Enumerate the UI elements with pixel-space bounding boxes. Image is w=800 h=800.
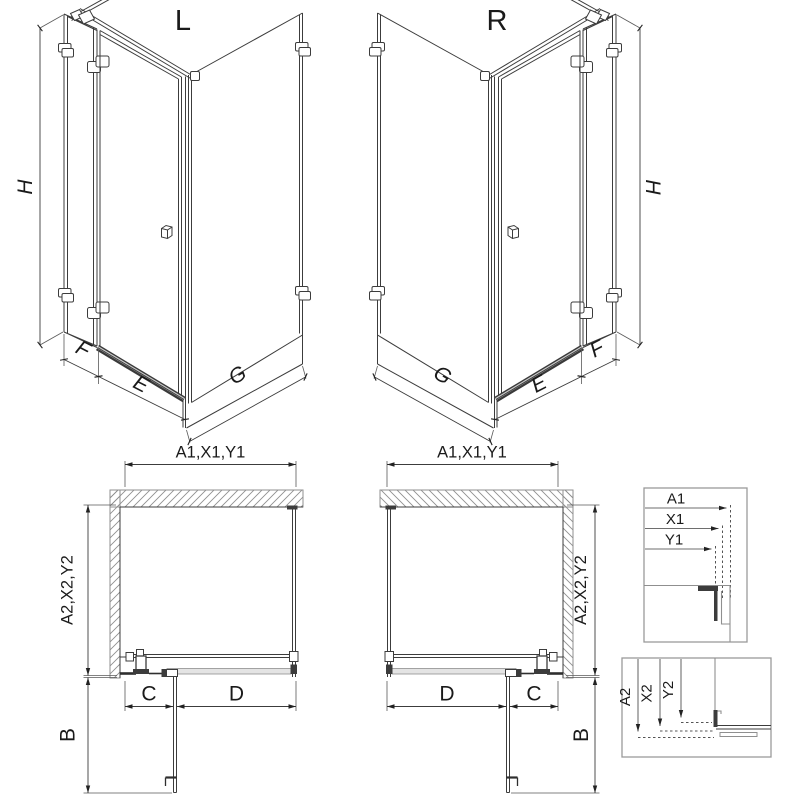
label-fixed-plan-left: C — [141, 682, 157, 706]
detail-label-x2: X2 — [638, 684, 656, 703]
detail-label-y2: Y2 — [660, 680, 677, 700]
label-height-left: H — [14, 179, 37, 195]
detail-label-a1: A1 — [666, 490, 686, 508]
label-fixed-plan-right: C — [526, 682, 542, 706]
label-panel-width-right: F — [586, 336, 608, 363]
label-door-plan-left: D — [228, 682, 245, 706]
label-height-right: H — [641, 179, 664, 195]
view-title-left: L — [174, 5, 192, 37]
detail-box-depth — [617, 658, 771, 757]
label-swing-plan-left: B — [56, 727, 80, 743]
label-return-width-left: G — [224, 361, 251, 390]
detail-label-y1: Y1 — [664, 531, 684, 549]
label-depth-plan-left: A2,X2,Y2 — [58, 555, 77, 625]
label-panel-width-left: F — [72, 336, 94, 363]
plan-view-left — [57, 444, 304, 794]
detail-label-x1: X1 — [665, 511, 685, 528]
plan-view-right — [380, 444, 600, 794]
detail-box-width — [644, 488, 747, 642]
label-door-plan-right: D — [439, 682, 455, 706]
label-width-plan-right: A1,X1,Y1 — [437, 443, 507, 462]
label-door-width-left: E — [129, 370, 153, 398]
label-width-plan-left: A1,X1,Y1 — [175, 443, 246, 462]
label-swing-plan-right: B — [570, 727, 593, 743]
iso-view-right — [370, 0, 665, 443]
detail-label-a2: A2 — [617, 687, 634, 707]
view-title-right: R — [486, 5, 508, 37]
label-depth-plan-right: A2,X2,Y2 — [572, 555, 590, 625]
label-door-width-right: E — [527, 370, 551, 398]
label-return-width-right: G — [429, 361, 456, 390]
iso-view-left — [14, 0, 311, 443]
